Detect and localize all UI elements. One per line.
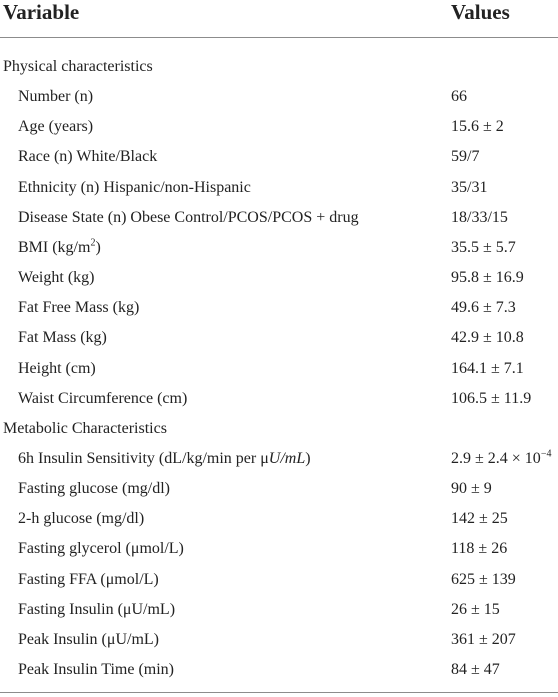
row-value-text: 49.6 ± 7.3 <box>451 299 516 317</box>
row-value-text: 118 ± 26 <box>451 540 508 558</box>
row-label <box>18 354 96 384</box>
row-label <box>18 142 157 172</box>
row-value <box>451 444 551 474</box>
row-value-text: 95.8 ± 16.9 <box>451 269 524 287</box>
table-row <box>0 142 558 172</box>
row-label <box>18 203 359 233</box>
row-value-text: 142 ± 25 <box>451 510 508 528</box>
table-row <box>0 203 558 233</box>
table-row <box>0 534 558 564</box>
row-value-text: 2.9 ± 2.4 × 10 <box>451 449 541 467</box>
row-value-text: 90 ± 9 <box>451 480 492 498</box>
row-label-suffix: ) <box>305 449 311 467</box>
row-label <box>18 323 107 353</box>
row-value-text: 35.5 ± 5.7 <box>451 238 516 256</box>
row-label-text: Fat Mass (kg) <box>18 329 107 347</box>
row-value-text: 625 ± 139 <box>451 570 516 588</box>
row-label-text: Peak Insulin (μU/mL) <box>18 630 159 648</box>
row-label <box>18 384 187 414</box>
row-value <box>451 233 516 263</box>
row-label-text: Waist Circumference (cm) <box>18 389 188 407</box>
row-label-text: Fasting FFA (μmol/L) <box>18 570 159 588</box>
row-value <box>451 263 524 293</box>
row-value <box>451 82 467 112</box>
table-row <box>0 323 558 353</box>
row-label <box>18 444 311 474</box>
row-value-text: 84 ± 47 <box>451 661 500 678</box>
row-label <box>18 625 159 655</box>
row-label <box>18 263 94 293</box>
table-row <box>0 233 558 263</box>
table-row <box>0 82 558 112</box>
table-row <box>0 173 558 203</box>
row-value <box>451 534 507 564</box>
row-value-text: 42.9 ± 10.8 <box>451 329 524 347</box>
row-value-text: 164.1 ± 7.1 <box>451 359 524 377</box>
row-label-superscript: 2 <box>90 237 96 249</box>
table-row <box>0 625 558 655</box>
table-bottom-rule <box>0 692 558 693</box>
row-value-text: 361 ± 207 <box>451 630 516 648</box>
row-label-text: 6h Insulin Sensitivity (dL/kg/min per μ <box>18 449 269 467</box>
row-label <box>18 534 184 564</box>
row-value-text: 15.6 ± 2 <box>451 118 504 136</box>
row-label <box>18 504 144 534</box>
row-value <box>451 354 524 384</box>
row-label-text: Fasting glucose (mg/dl) <box>18 480 170 498</box>
row-value <box>451 625 516 655</box>
row-label <box>18 565 159 595</box>
row-value <box>451 323 524 353</box>
row-label-italic: U/mL <box>268 449 306 467</box>
row-label <box>18 173 251 203</box>
table-header <box>0 0 558 38</box>
column-header-variable: Variable <box>3 0 80 24</box>
row-value <box>451 173 487 203</box>
row-label-text: Fat Free Mass (kg) <box>18 299 140 317</box>
row-label-text: Weight (kg) <box>18 269 95 287</box>
table-row <box>0 384 558 414</box>
row-label-text: Height (cm) <box>18 359 96 377</box>
table-row <box>0 655 558 685</box>
row-label <box>18 112 93 142</box>
row-value <box>451 655 500 685</box>
row-label <box>18 655 174 685</box>
row-value <box>451 293 516 323</box>
table-row <box>0 112 558 142</box>
row-label-text: Peak Insulin Time (min) <box>18 661 175 678</box>
row-value-text: 66 <box>451 88 467 106</box>
table-row <box>0 474 558 504</box>
section-heading <box>0 52 558 82</box>
row-value <box>451 384 531 414</box>
row-value-superscript: −4 <box>540 448 552 460</box>
row-value <box>451 142 479 172</box>
row-label-suffix: ) <box>95 238 101 256</box>
table-row <box>0 263 558 293</box>
row-value-text: 59/7 <box>451 148 480 166</box>
row-label-text: BMI (kg/m <box>18 238 91 256</box>
row-label-text: Metabolic Characteristics <box>3 419 167 437</box>
row-value <box>451 565 516 595</box>
row-label-text: Physical characteristics <box>3 58 153 75</box>
row-label-text: Fasting glycerol (μmol/L) <box>18 540 184 558</box>
row-value-text: 106.5 ± 11.9 <box>451 389 532 407</box>
table-row <box>0 293 558 323</box>
row-label <box>18 293 139 323</box>
table-row <box>0 504 558 534</box>
table-row <box>0 354 558 384</box>
table-row <box>0 565 558 595</box>
row-label-text: 2-h glucose (mg/dl) <box>18 510 145 528</box>
row-value <box>451 203 508 233</box>
table-row <box>0 595 558 625</box>
row-label <box>18 595 175 625</box>
row-label-text: Race (n) White/Black <box>18 148 158 166</box>
row-label <box>18 82 93 112</box>
row-label <box>18 233 101 263</box>
row-value-text: 26 ± 15 <box>451 600 500 618</box>
column-header-values: Values <box>451 0 510 24</box>
row-label <box>18 474 170 504</box>
row-value <box>451 474 492 504</box>
row-value <box>451 504 508 534</box>
section-label <box>3 414 167 444</box>
table-row <box>0 444 558 474</box>
section-heading <box>0 414 558 444</box>
row-value <box>451 595 500 625</box>
row-value <box>451 112 504 142</box>
row-label-text: Number (n) <box>18 88 94 106</box>
row-value-text: 35/31 <box>451 178 488 196</box>
row-label-text: Age (years) <box>18 118 94 136</box>
row-label-text: Fasting Insulin (μU/mL) <box>18 600 176 618</box>
row-label-text: Disease State (n) Obese Control/PCOS/PCOS + drug <box>18 208 359 226</box>
row-value-text: 18/33/15 <box>451 208 508 226</box>
section-label <box>3 52 153 82</box>
row-label-text: Ethnicity (n) Hispanic/non-Hispanic <box>18 178 251 196</box>
